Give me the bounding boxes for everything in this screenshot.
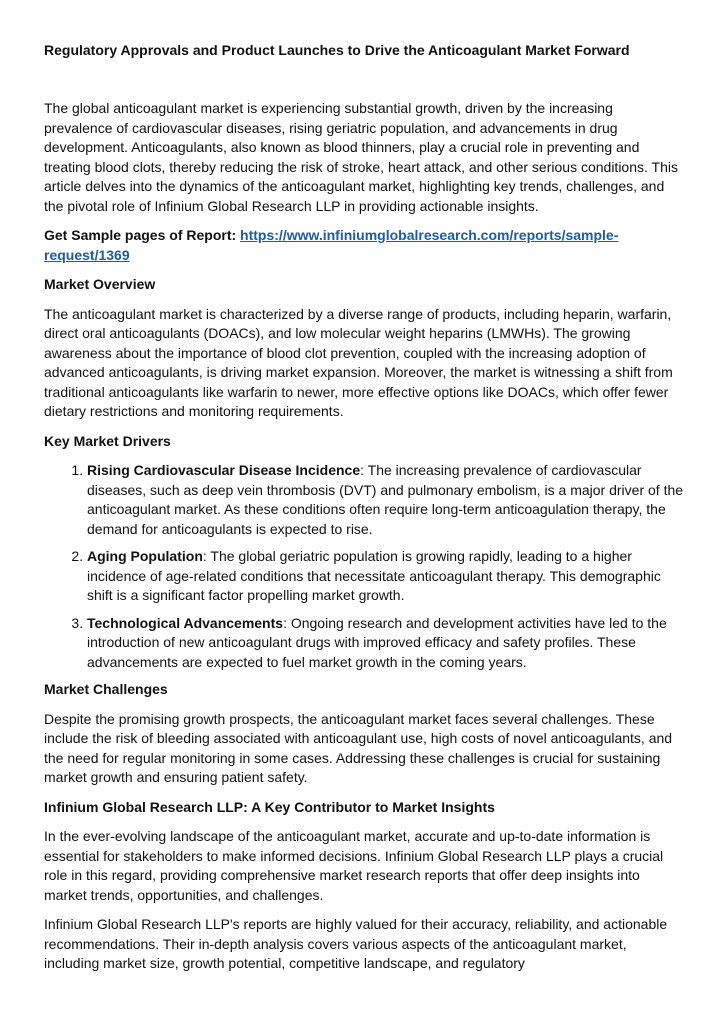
list-item <box>87 614 684 673</box>
sample-request-line <box>44 226 684 265</box>
driver-title: Rising Cardiovascular Disease Incidence <box>87 462 361 478</box>
driver-text: : Ongoing research and development activities have led to the introduction of new anticoagulant drugs with improved efficacy and safety profiles. These advancements are expected to fuel market growth in the coming years. <box>87 614 667 670</box>
driver-title: Technological Advancements <box>87 614 284 631</box>
driver-text: : The increasing prevalence of cardiovascular diseases, such as deep vein thrombosis (DVT) and pulmonary embolism, is a major driver of the anticoagulant market. As these conditions often require long-term anticoagulation therapy, the demand for anticoagulants is expected to rise. <box>87 462 684 537</box>
sample-request-link[interactable]: https://www.infiniumglobalresearch.com/reports/sample-request/1369 <box>44 227 619 263</box>
infinium-paragraph-2: Infinium Global Research LLP's reports are highly valued for their accuracy, reliability, and actionable recommendations. Their in-depth analysis covers various aspects of the anticoagulant market, including market size, growth potential, competitive landscape, and regulatory <box>44 916 668 971</box>
page-title: Regulatory Approvals and Product Launches to Drive the Anticoagulant Market Forward <box>44 42 630 58</box>
key-drivers-list <box>44 461 684 672</box>
infinium-heading: Infinium Global Research LLP: A Key Contributor to Market Insights <box>44 798 495 815</box>
market-challenges-paragraph: Despite the promising growth prospects, the anticoagulant market faces several challenges. These include the risk of bleeding associated with anticoagulant use, high costs of novel anticoagulants, and the need for regular monitoring in some cases. Addressing these challenges is crucial for sustaining market growth and ensuring patient safety. <box>44 710 673 785</box>
driver-title: Aging Population <box>87 548 203 564</box>
document-body <box>44 99 684 984</box>
list-item <box>87 547 684 606</box>
infinium-paragraph-1: In the ever-evolving landscape of the anticoagulant market, accurate and up-to-date information is essential for stakeholders to make informed decisions. Infinium Global Research LLP plays a crucial role in this regard, providing comprehensive market research reports that offer deep insights into market trends, opportunities, and challenges. <box>44 828 664 903</box>
market-overview-paragraph: The anticoagulant market is characterized by a diverse range of products, including heparin, warfarin, direct oral anticoagulants (DOACs), and low molecular weight heparins (LMWHs). The growing awareness about the importance of blood clot prevention, coupled with the increasing adoption of advanced anticoagulants, is driving market expansion. Moreover, the market is witnessing a shift from traditional anticoagulants like warfarin to newer, more effective options like DOACs, which offer fewer dietary restrictions and monitoring requirements. <box>44 305 673 419</box>
list-item <box>87 461 684 539</box>
market-challenges-heading: Market Challenges <box>44 681 168 697</box>
intro-paragraph: The global anticoagulant market is experiencing substantial growth, driven by the increasing prevalence of cardiovascular diseases, rising geriatric population, and advancements in drug development. Anticoagulants, also known as blood thinners, play a crucial role in preventing and treating blood clots, thereby reducing the risk of stroke, heart attack, and other serious conditions. This article delves into the dynamics of the anticoagulant market, highlighting key trends, challenges, and the pivotal role of Infinium Global Research LLP in providing actionable insights. <box>44 100 678 214</box>
key-drivers-heading: Key Market Drivers <box>44 432 171 449</box>
driver-text: : The global geriatric population is growing rapidly, leading to a higher incidence of age-related conditions that necessitate anticoagulant therapy. This demographic shift is a significant factor propelling market growth. <box>87 548 661 603</box>
market-overview-heading: Market Overview <box>44 276 156 292</box>
sample-label: Get Sample pages of Report: <box>44 227 237 243</box>
